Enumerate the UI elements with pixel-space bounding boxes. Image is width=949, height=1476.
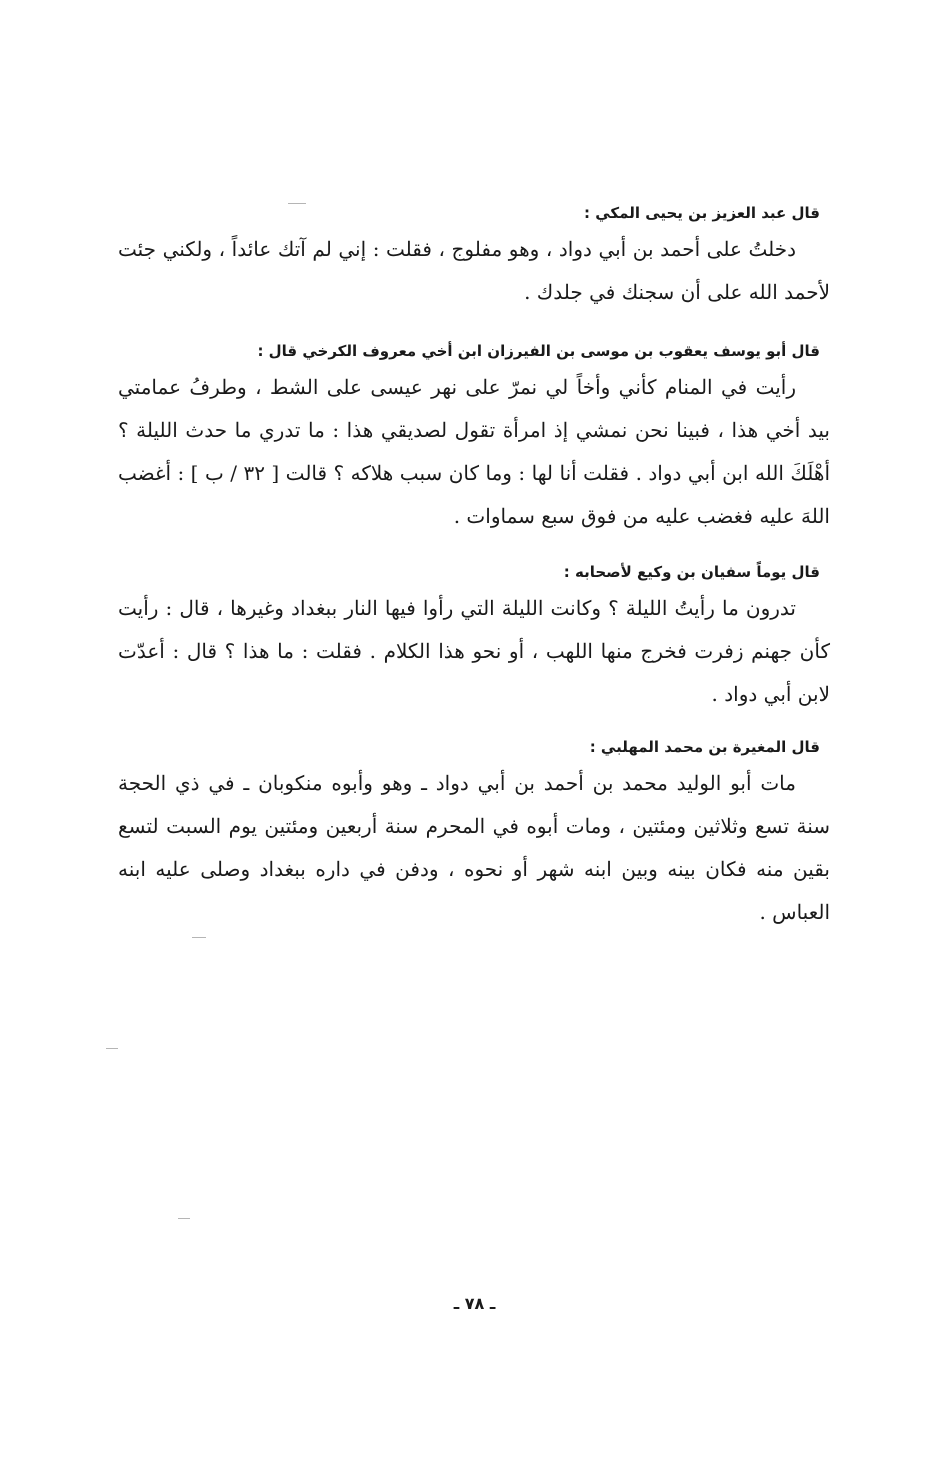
section-1 [118, 204, 830, 314]
section-heading: قال يوماً سفيان بن وكيع لأصحابه : [563, 563, 820, 581]
section-body [118, 228, 830, 314]
scan-mark [178, 1218, 190, 1219]
scan-mark [288, 203, 306, 204]
paragraph: مات أبو الوليد محمد بن أحمد بن أبي دواد ـ وهو وأبوه منكوبان ـ في ذي الحجة سنة تسع وثلاثين ومئتين ، ومات أبوه في المحرم سنة أربعين ومئتين يوم السبت لتسع بقين منه فكان بينه وبين ابنه شهر أو نحوه ، ودفن في داره ببغداد وصلى عليه ابنه العباس . [118, 771, 830, 924]
paragraph: رأيت في المنام كأني وأخاً لي نمرّ على نهر عيسى على الشط ، وطرفُ عمامتي بيد أخي هذا ، فبينا نحن نمشي إذ امرأة تقول لصديقي هذا : ما تدري ما حدث الليلة ؟ أهْلَكَ الله ابن أبي دواد . فقلت أنا لها : وما كان سبب هلاكه ؟ قالت [ ٣٢ / ب ] : أغضب اللهَ عليه فغضب عليه من فوق سبع سماوات . [118, 375, 830, 528]
page-number: ـ ٧٨ ـ [453, 1294, 496, 1313]
section-body [118, 762, 830, 934]
section-4 [118, 738, 830, 934]
section-body [118, 366, 830, 538]
section-body [118, 587, 830, 716]
section-3 [118, 563, 830, 716]
paragraph: دخلتُ على أحمد بن أبي دواد ، وهو مفلوج ، فقلت : إني لم آتك عائداً ، ولكني جئت لأحمد الله على أن سجنك في جلدك . [118, 237, 830, 304]
paragraph: تدرون ما رأيتُ الليلة ؟ وكانت الليلة التي رأوا فيها النار ببغداد وغيرها ، قال : رأيت كأن جهنم زفرت فخرج منها اللهب ، أو نحو هذا الكلام . فقلت : ما هذا ؟ قال : أعدّت لابن أبي دواد . [118, 596, 830, 706]
section-heading: قال المغيرة بن محمد المهلبي : [589, 738, 820, 756]
scan-mark [192, 937, 206, 938]
scan-mark [106, 1048, 118, 1049]
section-heading: قال عبد العزيز بن يحيى المكي : [584, 204, 820, 222]
section-2 [118, 342, 830, 538]
section-heading: قال أبو يوسف يعقوب بن موسى بن الفيرزان ابن أخي معروف الكرخي قال : [257, 342, 820, 360]
